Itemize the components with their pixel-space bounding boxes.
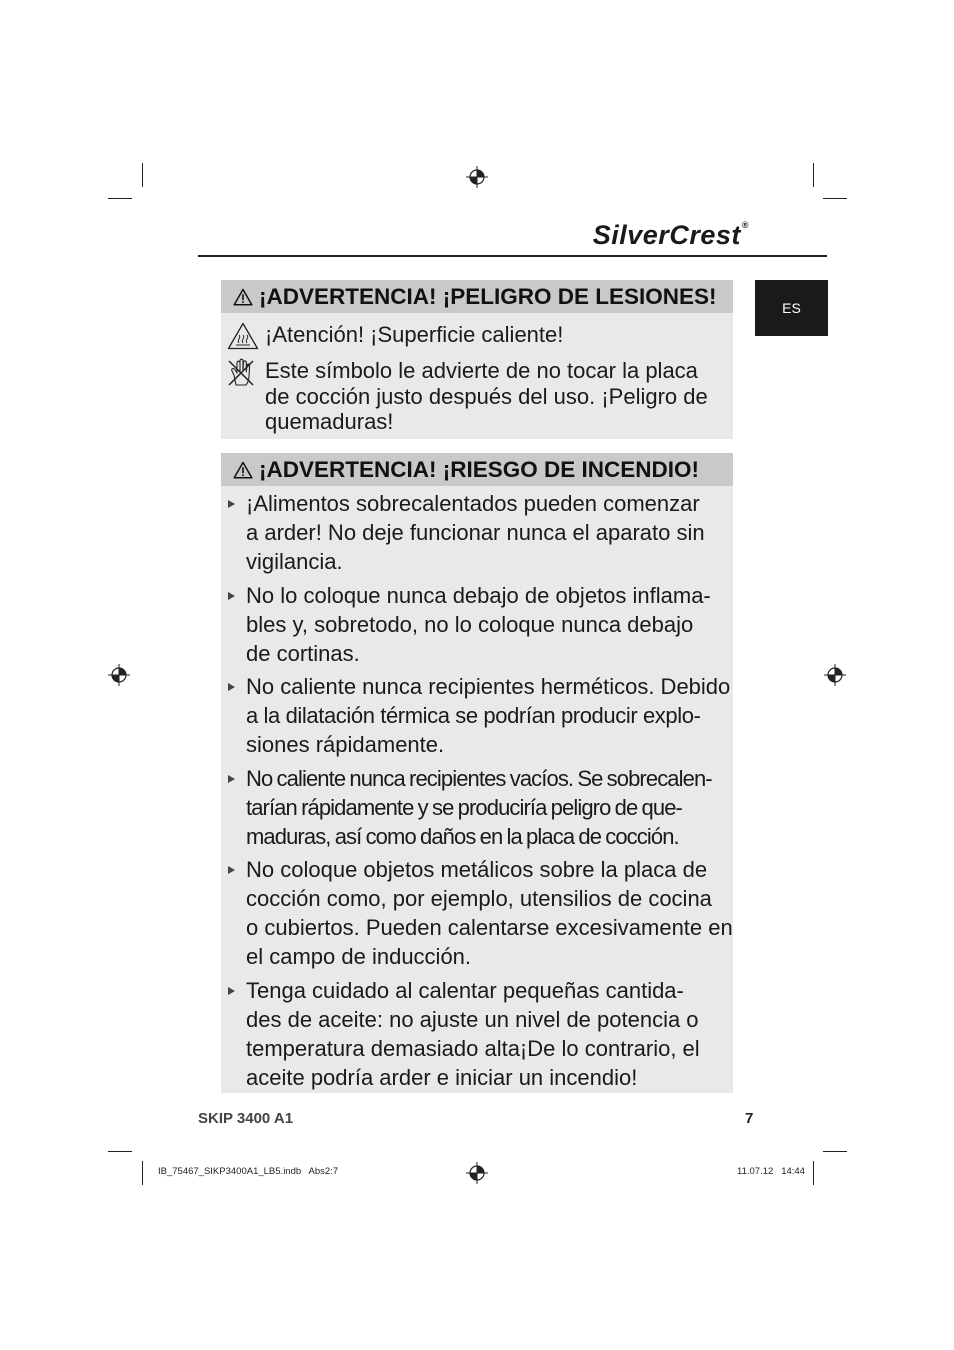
do-not-touch-icon	[227, 358, 255, 388]
list-item: No caliente nunca recipientes herméticos. Debido a la dilatación térmica se podrían producir explo- siones rápidamente.	[221, 672, 733, 759]
list-item: Tenga cuidado al calentar pequeñas cantida- des de aceite: no ajuste un nivel de potencia o temperatura demasiado alta¡De lo contrario, el aceite podría arder e iniciar un incendio!	[221, 976, 733, 1092]
file-slug: IB_75467_SIKP3400A1_LB5.indb Abs2:7	[158, 1166, 339, 1177]
model-number: SKIP 3400 A1	[198, 1110, 294, 1127]
list-item: No caliente nunca recipientes vacíos. Se sobrecalen- tarían rápidamente y se produciría peligro de que- maduras, así como daños en la placa de cocción.	[221, 764, 733, 851]
print-date-time: 11.07.12 14:44	[737, 1166, 805, 1177]
warning-injury-heading: ¡ADVERTENCIA! ¡PELIGRO DE LESIONES!	[221, 280, 733, 313]
fire-warning-list	[221, 486, 733, 1092]
registration-mark-icon	[466, 1162, 488, 1184]
list-item: No coloque objetos metálicos sobre la placa de cocción como, por ejemplo, utensilios de cocina o cubiertos. Pueden calentarse excesivamente en el campo de inducción.	[221, 855, 733, 971]
header-rule	[198, 255, 827, 257]
bullet-arrow-icon	[228, 500, 235, 508]
bullet-arrow-icon	[228, 592, 235, 600]
registration-mark-icon	[108, 664, 130, 686]
brand-logo: SilverCrest®	[592, 220, 749, 250]
no-touch-row	[221, 356, 733, 435]
warning-fire-box	[221, 453, 733, 1093]
warning-injury-box	[221, 280, 733, 439]
hot-surface-text: ¡Atención! ¡Superficie caliente!	[265, 322, 564, 347]
warning-triangle-icon	[233, 288, 253, 306]
page-number: 7	[745, 1110, 754, 1127]
warning-triangle-icon	[233, 461, 253, 479]
registration-mark-icon	[824, 664, 846, 686]
hot-surface-icon	[227, 322, 259, 350]
no-touch-text: Este símbolo le advierte de no tocar la placa de cocción justo después del uso. ¡Peligro de quemaduras!	[265, 358, 708, 434]
hot-surface-row	[221, 313, 733, 352]
registration-mark-icon	[466, 166, 488, 188]
bullet-arrow-icon	[228, 775, 235, 783]
language-tab: ES	[755, 280, 828, 336]
bullet-arrow-icon	[228, 683, 235, 691]
warning-fire-heading: ¡ADVERTENCIA! ¡RIESGO DE INCENDIO!	[221, 453, 733, 486]
list-item: No lo coloque nunca debajo de objetos inflama- bles y, sobretodo, no lo coloque nunca debajo de cortinas.	[221, 581, 733, 668]
bullet-arrow-icon	[228, 987, 235, 995]
bullet-arrow-icon	[228, 866, 235, 874]
list-item: ¡Alimentos sobrecalentados pueden comenzar a arder! No deje funcionar nunca el aparato sin vigilancia.	[221, 489, 733, 576]
